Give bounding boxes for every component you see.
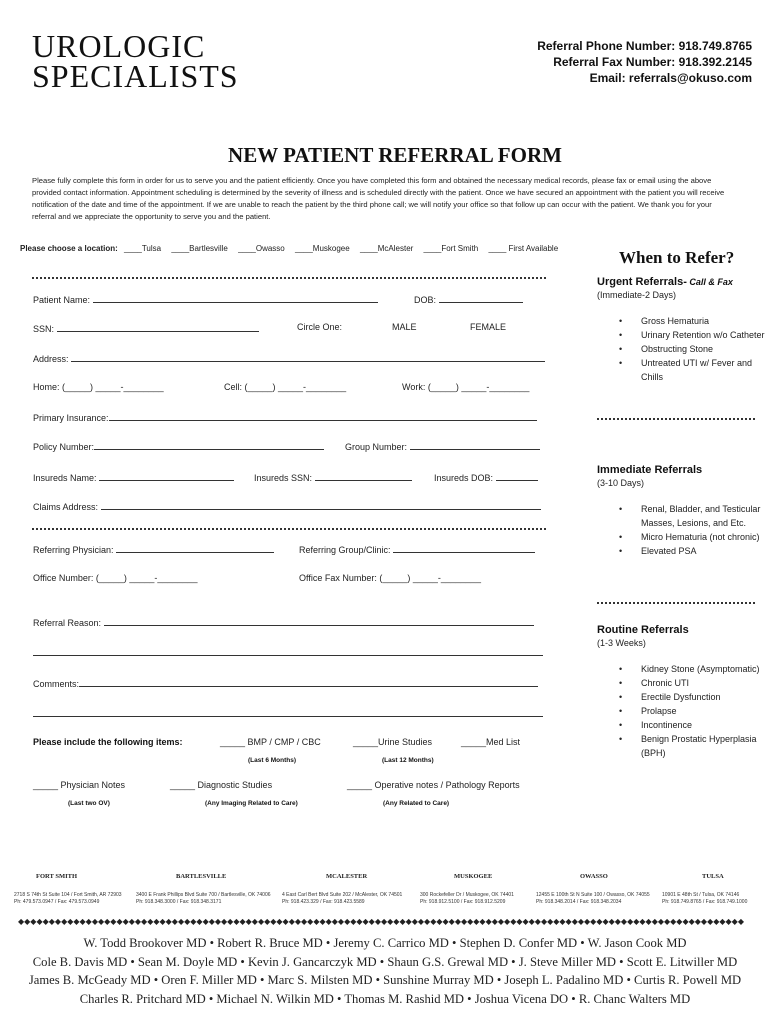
comments-line[interactable] xyxy=(79,677,538,687)
logo-line-1: UROLOGIC xyxy=(32,28,206,64)
divider xyxy=(32,528,546,530)
operative-notes-item[interactable]: _____ Operative notes / Pathology Reports xyxy=(347,780,520,790)
list-item: • Micro Hematuria (not chronic) xyxy=(597,530,767,544)
referral-fax: Referral Fax Number: 918.392.2145 xyxy=(553,55,752,69)
location-label: Please choose a location: xyxy=(20,244,118,253)
divider xyxy=(597,602,755,604)
comments-label: Comments: xyxy=(33,679,80,689)
location-tulsa[interactable]: ____Tulsa xyxy=(124,244,162,253)
ssn-field[interactable] xyxy=(33,322,259,334)
office-phone: Ph: 479.573.0947 / Fax: 479.573.0949 xyxy=(14,899,100,905)
comments-field[interactable] xyxy=(33,677,538,689)
referral-reason-label: Referral Reason: xyxy=(33,618,104,628)
physicians-line: James B. McGeady MD • Oren F. Miller MD • Marc S. Milsten MD • Sunshine Murray MD • Joseph L. Padalino MD • Curtis R. Powell MD xyxy=(28,973,742,987)
divider xyxy=(597,418,755,420)
list-item: • Erectile Dysfunction xyxy=(597,690,767,704)
intro-paragraph: Please fully complete this form in order for us to serve you and the patient efficiently. Once you have completed this form and obtained the necessary medical records, please fax or email using the above provided contact information. Appointment scheduling is determined by the severity of illness and is scheduled directly with the patient. Once we have secured an appointment with the patient you will receive notification of the date and time of the appointment. If we are unable to reach the patient by the third phone call; we will notify your office so that follow up can occur with the patient. We thank you for your referral and we appreciate the opportunity to serve you and the patient. xyxy=(32,176,725,221)
office-name: TULSA xyxy=(702,873,724,880)
urgent-heading-text: Urgent Referrals- xyxy=(597,276,687,288)
insureds-dob-line[interactable] xyxy=(496,471,538,481)
list-item: • Untreated UTI w/ Fever and Chills xyxy=(597,356,767,384)
urgent-heading-em: Call & Fax xyxy=(686,277,733,287)
office-fort-smith xyxy=(14,873,132,906)
form-title: NEW PATIENT REFERRAL FORM xyxy=(228,143,562,167)
immediate-list xyxy=(597,502,767,558)
office-address: 12455 E 100th St N Suite 100 / Owasso, OK 74055 xyxy=(536,892,650,898)
circle-one-label: Circle One: xyxy=(297,322,343,332)
bmp-cmp-cbc-item[interactable]: _____ BMP / CMP / CBC xyxy=(220,737,321,747)
insureds-name-line[interactable] xyxy=(99,471,234,481)
company-logo xyxy=(32,30,239,92)
location-bartlesville[interactable]: ____Bartlesville xyxy=(171,244,228,253)
sidebar-title: When to Refer? xyxy=(619,248,735,267)
office-address: 10901 E 48th St / Tulsa, OK 74146 xyxy=(662,892,740,898)
list-item: • Renal, Bladder, and Testicular Masses, Lesions, and Etc. xyxy=(597,502,767,530)
list-item: • Chronic UTI xyxy=(597,676,767,690)
physicians-line: W. Todd Brookover MD • Robert R. Bruce MD • Jeremy C. Carrico MD • Stephen D. Confer MD • W. Jason Cook MD xyxy=(83,936,687,950)
comments-line-2[interactable] xyxy=(33,716,543,717)
referring-group-line[interactable] xyxy=(393,543,535,553)
referring-physician-label: Referring Physician: xyxy=(33,545,117,555)
insureds-ssn-label: Insureds SSN: xyxy=(254,473,315,483)
urgent-sub: (Immediate-2 Days) xyxy=(597,290,677,300)
address-field[interactable] xyxy=(33,352,545,364)
when-to-refer-sidebar xyxy=(597,248,767,760)
insureds-ssn-line[interactable] xyxy=(315,471,412,481)
office-owasso xyxy=(536,873,652,906)
diagnostic-note: (Any Imaging Related to Care) xyxy=(205,800,298,807)
urgent-list xyxy=(597,314,767,384)
urgent-heading xyxy=(597,276,767,288)
list-item: • Incontinence xyxy=(597,718,767,732)
primary-insurance-field[interactable] xyxy=(33,411,537,423)
policy-number-label: Policy Number: xyxy=(33,442,95,452)
dob-field[interactable] xyxy=(414,293,523,305)
contact-info xyxy=(537,38,752,86)
include-items-label: Please include the following items: xyxy=(33,737,183,747)
physicians-list xyxy=(0,934,770,1008)
referring-group-label: Referring Group/Clinic: xyxy=(299,545,394,555)
referral-reason-field[interactable] xyxy=(33,616,534,628)
office-name: MCALESTER xyxy=(326,873,368,880)
list-item: • Obstructing Stone xyxy=(597,342,767,356)
location-owasso[interactable]: ____Owasso xyxy=(238,244,285,253)
policy-number-field[interactable] xyxy=(33,440,324,452)
group-number-field[interactable] xyxy=(345,440,540,452)
location-muskogee[interactable]: ____Muskogee xyxy=(295,244,350,253)
urine-note: (Last 12 Months) xyxy=(382,757,434,764)
location-mcalester[interactable]: ____McAlester xyxy=(359,244,414,253)
office-muskogee xyxy=(420,873,532,906)
office-name: OWASSO xyxy=(580,873,608,880)
office-phone: Ph: 918.423.329 / Fax: 918.423.5589 xyxy=(282,899,365,905)
routine-sub: (1-3 Weeks) xyxy=(597,638,646,648)
office-tulsa xyxy=(662,873,762,906)
physician-notes-item[interactable]: _____ Physician Notes xyxy=(33,780,126,790)
list-item: • Elevated PSA xyxy=(597,544,767,558)
office-name: BARTLESVILLE xyxy=(176,873,227,880)
routine-list xyxy=(597,662,767,760)
office-address: 4 East Carl Bert Blvd Suite 202 / McAlester, OK 74501 xyxy=(282,892,403,898)
office-fax-field[interactable]: Office Fax Number: (_____) _____-________ xyxy=(299,573,481,583)
immediate-heading: Immediate Referrals xyxy=(597,464,703,476)
diamond-divider: ◆◆◆◆◆◆◆◆◆◆◆◆◆◆◆◆◆◆◆◆◆◆◆◆◆◆◆◆◆◆◆◆◆◆◆◆◆◆◆◆◆◆◆◆◆◆◆◆◆◆◆◆◆◆◆◆◆◆◆◆◆◆◆◆◆◆◆◆◆◆◆◆◆◆◆◆◆◆◆◆◆◆◆◆◆◆◆◆◆◆◆◆◆◆◆◆◆◆◆◆◆◆◆◆◆◆◆◆◆◆◆◆◆◆◆◆◆◆ xyxy=(18,918,744,926)
office-phone: Ph: 918.348.2014 / Fax: 918.348.2034 xyxy=(536,899,622,905)
referring-group-field[interactable] xyxy=(299,543,535,555)
urine-studies-item[interactable]: _____Urine Studies xyxy=(353,737,433,747)
claims-address-field[interactable] xyxy=(33,500,541,512)
work-phone-field[interactable]: Work: (_____) _____-________ xyxy=(402,382,530,392)
dob-label: DOB: xyxy=(414,295,439,305)
immediate-sub: (3-10 Days) xyxy=(597,478,645,488)
referral-email: Email: referrals@okuso.com xyxy=(589,71,752,85)
dob-line[interactable] xyxy=(439,293,523,303)
physicians-line: Charles R. Pritchard MD • Michael N. Wilkin MD • Thomas M. Rashid MD • Joshua Vicena DO • R. Chanc Walters MD xyxy=(79,991,691,1006)
location-fort-smith[interactable]: ____Fort Smith xyxy=(423,244,479,253)
insureds-name-field[interactable] xyxy=(33,471,234,483)
office-phone: Ph: 918.912.5100 / Fax: 918.912.5209 xyxy=(420,899,506,905)
office-address: 300 Rockefeller Dr / Muskogee, OK 74401 xyxy=(420,892,514,898)
med-list-item[interactable]: _____Med List xyxy=(461,737,521,747)
list-item: • Gross Hematuria xyxy=(597,314,767,328)
diagnostic-studies-item[interactable]: _____ Diagnostic Studies xyxy=(170,780,273,790)
office-bartlesville xyxy=(136,873,276,906)
group-number-label: Group Number: xyxy=(345,442,410,452)
referring-physician-line[interactable] xyxy=(116,543,274,553)
female-option[interactable]: FEMALE xyxy=(470,322,507,332)
office-mcalester xyxy=(282,873,418,906)
logo-line-2: SPECIALISTS xyxy=(32,58,239,94)
referral-reason-line-2[interactable] xyxy=(33,655,543,656)
location-row xyxy=(20,244,558,253)
physicians-line: Cole B. Davis MD • Sean M. Doyle MD • Kevin J. Gancarczyk MD • Shaun G.S. Grewal MD • J. Steve Miller MD • Scott E. Litwiller MD xyxy=(32,954,738,969)
list-item: • Kidney Stone (Asymptomatic) xyxy=(597,662,767,676)
list-item: • Urinary Retention w/o Catheter xyxy=(597,328,767,342)
office-number-field[interactable]: Office Number: (_____) _____-________ xyxy=(33,573,198,583)
patient-name-field[interactable] xyxy=(33,293,378,305)
referral-phone: Referral Phone Number: 918.749.8765 xyxy=(537,39,752,53)
male-option[interactable]: MALE xyxy=(392,322,417,332)
address-line[interactable] xyxy=(71,352,545,362)
referring-physician-field[interactable] xyxy=(33,543,274,555)
ssn-label: SSN: xyxy=(33,324,57,334)
operative-note: (Any Related to Care) xyxy=(383,800,450,807)
location-first-available[interactable]: ____ First Available xyxy=(488,244,559,253)
primary-insurance-label: Primary Insurance: xyxy=(33,413,109,423)
insureds-dob-field[interactable] xyxy=(434,471,538,483)
office-address: 3400 E Frank Phillips Blvd Suite 700 / Bartlesville, OK 74006 xyxy=(136,892,271,898)
group-number-line[interactable] xyxy=(410,440,540,450)
primary-insurance-line[interactable] xyxy=(109,411,537,421)
insureds-name-label: Insureds Name: xyxy=(33,473,100,483)
claims-address-label: Claims Address: xyxy=(33,502,101,512)
patient-name-line[interactable] xyxy=(93,293,378,303)
list-item: • Benign Prostatic Hyperplasia (BPH) xyxy=(597,732,767,760)
office-name: FORT SMITH xyxy=(36,873,78,880)
office-address: 2718 S 74th St Suite 104 / Fort Smith, AR 72903 xyxy=(14,892,122,898)
bmp-note: (Last 6 Months) xyxy=(248,757,297,764)
ssn-line[interactable] xyxy=(57,322,259,332)
routine-heading: Routine Referrals xyxy=(597,624,689,636)
divider xyxy=(32,277,546,279)
office-name: MUSKOGEE xyxy=(454,873,493,880)
cell-phone-field[interactable]: Cell: (_____) _____-________ xyxy=(224,382,347,392)
claims-address-line[interactable] xyxy=(101,500,541,510)
office-phone: Ph: 918.348.3000 / Fax: 918.348.3171 xyxy=(136,899,222,905)
insureds-dob-label: Insureds DOB: xyxy=(434,473,496,483)
list-item: • Prolapse xyxy=(597,704,767,718)
policy-number-line[interactable] xyxy=(94,440,324,450)
office-phone: Ph: 918.749.8765 / Fax: 918.749.1000 xyxy=(662,899,748,905)
referral-reason-line[interactable] xyxy=(104,616,534,626)
patient-name-label: Patient Name: xyxy=(33,295,93,305)
home-phone-field[interactable]: Home: (_____) _____-________ xyxy=(33,382,164,392)
address-label: Address: xyxy=(33,354,72,364)
insureds-ssn-field[interactable] xyxy=(254,471,412,483)
physician-notes-note: (Last two OV) xyxy=(68,800,110,807)
